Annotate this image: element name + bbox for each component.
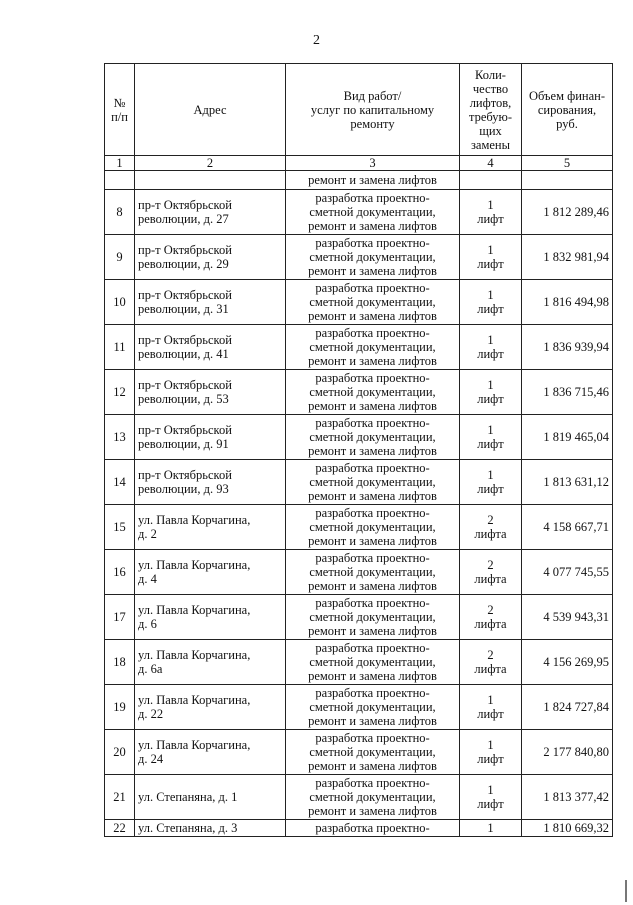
header-work: Вид работ/ услуг по капитальному ремонту bbox=[286, 64, 460, 156]
scan-artifact bbox=[625, 880, 627, 902]
cell-qty: 1 лифт bbox=[460, 685, 522, 730]
cell-work: разработка проектно- сметной документации, ремонт и замена лифтов bbox=[286, 415, 460, 460]
cell-address: ул. Павла Корчагина, д. 4 bbox=[135, 550, 286, 595]
header-qty: Коли- чество лифтов, требую- щих замены bbox=[460, 64, 522, 156]
cell-sum: 4 077 745,55 bbox=[522, 550, 613, 595]
cell-work: разработка проектно- сметной документации, ремонт и замена лифтов bbox=[286, 505, 460, 550]
cell-sum: 1 836 939,94 bbox=[522, 325, 613, 370]
cell-work: ремонт и замена лифтов bbox=[286, 171, 460, 190]
cell-qty: 1 лифт bbox=[460, 415, 522, 460]
cell-sum: 2 177 840,80 bbox=[522, 730, 613, 775]
table-row bbox=[105, 550, 613, 595]
cell-work: разработка проектно- сметной документации, ремонт и замена лифтов bbox=[286, 640, 460, 685]
cell-sum: 1 836 715,46 bbox=[522, 370, 613, 415]
cell-sum: 1 813 377,42 bbox=[522, 775, 613, 820]
table-row bbox=[105, 415, 613, 460]
cell-num: 22 bbox=[105, 820, 135, 837]
cell-num: 17 bbox=[105, 595, 135, 640]
table-row bbox=[105, 190, 613, 235]
cell-work: разработка проектно- bbox=[286, 820, 460, 837]
cell-qty: 1 лифт bbox=[460, 775, 522, 820]
table-row bbox=[105, 460, 613, 505]
continuation-row bbox=[105, 171, 613, 190]
cell-num: 19 bbox=[105, 685, 135, 730]
cell-work: разработка проектно- сметной документации, ремонт и замена лифтов bbox=[286, 595, 460, 640]
capital-repair-table bbox=[104, 63, 613, 837]
cell-qty: 1 лифт bbox=[460, 235, 522, 280]
cell-qty: 1 лифт bbox=[460, 325, 522, 370]
cell-sum: 1 819 465,04 bbox=[522, 415, 613, 460]
table-row bbox=[105, 685, 613, 730]
cell-qty: 2 лифта bbox=[460, 505, 522, 550]
table-row bbox=[105, 820, 613, 837]
header-address: Адрес bbox=[135, 64, 286, 156]
cell-qty: 1 bbox=[460, 820, 522, 837]
cell-address: ул. Степаняна, д. 1 bbox=[135, 775, 286, 820]
cell-address: ул. Павла Корчагина, д. 6 bbox=[135, 595, 286, 640]
cell-address: ул. Павла Корчагина, д. 6а bbox=[135, 640, 286, 685]
cell-sum: 1 816 494,98 bbox=[522, 280, 613, 325]
cell-num: 15 bbox=[105, 505, 135, 550]
cell-num: 13 bbox=[105, 415, 135, 460]
table-row bbox=[105, 640, 613, 685]
cell-work: разработка проектно- сметной документации, ремонт и замена лифтов bbox=[286, 775, 460, 820]
cell-num: 20 bbox=[105, 730, 135, 775]
cell-work: разработка проектно- сметной документации, ремонт и замена лифтов bbox=[286, 730, 460, 775]
col-number: 4 bbox=[460, 156, 522, 171]
cell-work: разработка проектно- сметной документации, ремонт и замена лифтов bbox=[286, 190, 460, 235]
cell-address: пр-т Октябрьской революции, д. 27 bbox=[135, 190, 286, 235]
cell-address: пр-т Октябрьской революции, д. 91 bbox=[135, 415, 286, 460]
cell-address: пр-т Октябрьской революции, д. 93 bbox=[135, 460, 286, 505]
header-num: № п/п bbox=[105, 64, 135, 156]
col-number: 2 bbox=[135, 156, 286, 171]
cell-num: 12 bbox=[105, 370, 135, 415]
table-row bbox=[105, 280, 613, 325]
cell-work: разработка проектно- сметной документации, ремонт и замена лифтов bbox=[286, 550, 460, 595]
cell-sum: 1 812 289,46 bbox=[522, 190, 613, 235]
cell-qty: 1 лифт bbox=[460, 190, 522, 235]
table-row bbox=[105, 775, 613, 820]
cell-work: разработка проектно- сметной документации, ремонт и замена лифтов bbox=[286, 370, 460, 415]
cell-address: ул. Павла Корчагина, д. 2 bbox=[135, 505, 286, 550]
table-row bbox=[105, 325, 613, 370]
cell-qty: 1 лифт bbox=[460, 460, 522, 505]
col-number: 1 bbox=[105, 156, 135, 171]
cell-num: 11 bbox=[105, 325, 135, 370]
cell-work: разработка проектно- сметной документации, ремонт и замена лифтов bbox=[286, 280, 460, 325]
cell-num: 10 bbox=[105, 280, 135, 325]
cell-work: разработка проектно- сметной документации, ремонт и замена лифтов bbox=[286, 685, 460, 730]
cell-num: 21 bbox=[105, 775, 135, 820]
cell-qty: 2 лифта bbox=[460, 595, 522, 640]
header-sum: Объем финан- сирования, руб. bbox=[522, 64, 613, 156]
column-numbers-row bbox=[105, 156, 613, 171]
table-row bbox=[105, 370, 613, 415]
table-row bbox=[105, 595, 613, 640]
table-row bbox=[105, 235, 613, 280]
cell-qty: 1 лифт bbox=[460, 730, 522, 775]
col-number: 3 bbox=[286, 156, 460, 171]
cell-qty: 1 лифт bbox=[460, 280, 522, 325]
cell-sum: 1 832 981,94 bbox=[522, 235, 613, 280]
cell-sum: 1 810 669,32 bbox=[522, 820, 613, 837]
cell-address: пр-т Октябрьской революции, д. 53 bbox=[135, 370, 286, 415]
table-row bbox=[105, 730, 613, 775]
col-number: 5 bbox=[522, 156, 613, 171]
page-number: 2 bbox=[313, 33, 320, 48]
cell-work: разработка проектно- сметной документации, ремонт и замена лифтов bbox=[286, 460, 460, 505]
cell-qty: 2 лифта bbox=[460, 640, 522, 685]
cell-work: разработка проектно- сметной документации, ремонт и замена лифтов bbox=[286, 235, 460, 280]
cell-work: разработка проектно- сметной документации, ремонт и замена лифтов bbox=[286, 325, 460, 370]
cell-address: ул. Павла Корчагина, д. 22 bbox=[135, 685, 286, 730]
table-row bbox=[105, 505, 613, 550]
cell-sum: 4 158 667,71 bbox=[522, 505, 613, 550]
cell-address: ул. Степаняна, д. 3 bbox=[135, 820, 286, 837]
cell-num: 14 bbox=[105, 460, 135, 505]
cell-sum: 1 813 631,12 bbox=[522, 460, 613, 505]
cell-qty: 1 лифт bbox=[460, 370, 522, 415]
cell-num: 18 bbox=[105, 640, 135, 685]
cell-num: 16 bbox=[105, 550, 135, 595]
cell-address: пр-т Октябрьской революции, д. 41 bbox=[135, 325, 286, 370]
cell-sum: 4 156 269,95 bbox=[522, 640, 613, 685]
cell-num: 8 bbox=[105, 190, 135, 235]
cell-num: 9 bbox=[105, 235, 135, 280]
cell-address: ул. Павла Корчагина, д. 24 bbox=[135, 730, 286, 775]
table-header-row bbox=[105, 64, 613, 156]
cell-address: пр-т Октябрьской революции, д. 29 bbox=[135, 235, 286, 280]
cell-address: пр-т Октябрьской революции, д. 31 bbox=[135, 280, 286, 325]
cell-qty: 2 лифта bbox=[460, 550, 522, 595]
cell-sum: 4 539 943,31 bbox=[522, 595, 613, 640]
cell-sum: 1 824 727,84 bbox=[522, 685, 613, 730]
